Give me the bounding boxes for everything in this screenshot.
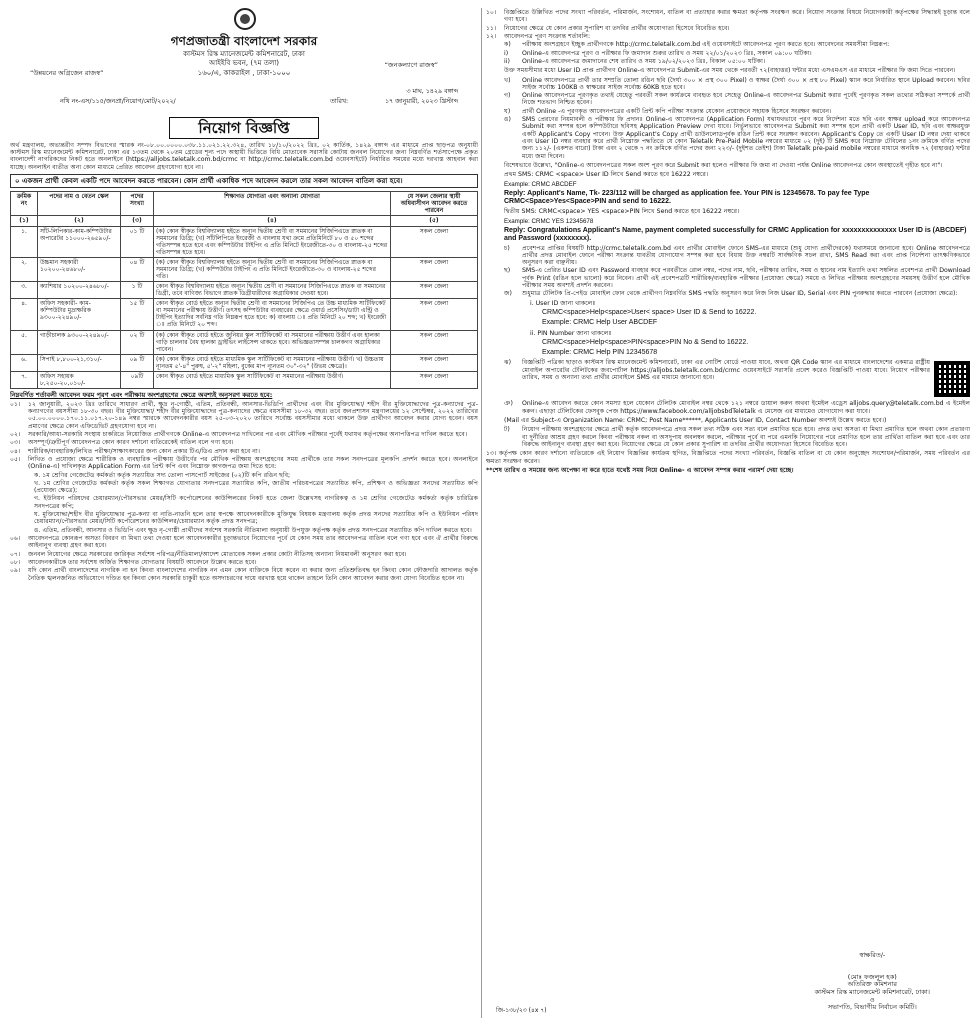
rule-text: নিয়োগের ক্ষেত্রে যে কোন প্রকার সুপারিশ বা তদবির প্রার্থীর অযোগ্যতা হিসেবে বিবেচিত হবে।	[504, 24, 730, 32]
column-divider	[481, 8, 482, 1018]
district-cell: সকল জেলা	[391, 354, 478, 371]
rule-number: ০৭।	[10, 550, 21, 558]
rule-12g: ছ) SMS-এ প্রেরিত User ID এবং Password ব্যবহার করে পরবর্তীতে রোল নম্বর, পদের নাম, ছবি, পরীক্ষার তারিখ, সময় ও স্থানের নাম ইত্যাদি তথ্য সম্বলিত প্রবেশপত্র প্রার্থী Download পূর্বক Print (রঙিন হলে ভালো) করে নিবেন। প্রার্থী এই প্রবেশপত্রটি শারীরিক/ব্যবহারিক পরীক্ষার (প্রযোজ্য ক্ষেত্রে) সময়ে ও লিখিত পরীক্ষায় অংশগ্রহণের সময়সহ উত্তীর্ণ হলে মৌখিক পরীক্ষার সময় অবশ্যই প্রদর্শন করবেন।	[504, 267, 970, 290]
district-cell: সকল জেলা	[391, 330, 478, 354]
rule-12a-note: উক্ত সময়সীমার মধ্যে User ID প্রাপ্ত প্রার্থীগণ Online-এ আবেদনপত্র Submit-এর সময় থেকে পরবর্তী ৭২(বাহাত্তর) ঘন্টার মধ্যে এসএমএস এর মাধ্যমে পরীক্ষার ফি জমা দিতে পারবেন।	[504, 67, 956, 75]
serial-cell: ৩.	[11, 282, 38, 299]
rule-item	[10, 401, 478, 430]
rule-number: ০৫।	[10, 455, 21, 463]
serial-cell: ৫.	[11, 330, 38, 354]
qualification-cell: কোন স্বীকৃত বোর্ড হইতে অন্যূন দ্বিতীয় শ্রেণী বা সমমানের সিজিপিএ তে উচ্চ মাধ্যমিক সার্টিফিকেট বা সমমানের পরীক্ষায় উত্তীর্ণ। তৎসহ কম্পিউটার ব্যবহারের ক্ষেত্রে ওয়ার্ড প্রসেসিং/ডাটা এন্ট্রি ও টাইপিং ইত্যাদির সর্বনিম্ন গতি নিম্নরূপ হতে হবে: ক) বাংলায় ঃ প্রতি মিনিটে ২০ শব্দ; খ) ইংরেজী ঃ প্রতি মিনিটে ২০ শব্দ।	[154, 299, 391, 330]
table-row	[11, 226, 478, 257]
serial-cell: ৬.	[11, 354, 38, 371]
pin-recovery-label: ii. PIN Number জানা থাকলেঃ	[530, 329, 612, 337]
rule-text: অসম্পূর্ণ/ত্রুটিপূর্ণ আবেদনপত্র কোন কারণ দর্শানো ব্যতিরেকেই বাতিল বলে গণ্য হবে।	[28, 439, 234, 447]
posts-table	[10, 191, 478, 389]
sms1-instruction: প্রথম SMS: CRMC <space> User ID লিখে Send করতে হবে 16222 নম্বরে।	[504, 171, 709, 179]
post-count-cell: ০৯ টি	[121, 354, 154, 371]
sms1-example: Example: CRMC ABCDEF	[504, 180, 577, 188]
rule-item	[10, 472, 478, 479]
rule-12k: ট) নিয়োগ পরীক্ষায় অংশগ্রহণের ক্ষেত্রে প্রার্থী কর্তৃক আবেদনপত্রে প্রদত্ত সকল তথ্য সঠিক এবং সত্য বলে প্রমাণিত হতে হবে। প্রদত্ত তথ্য অসত্য বা মিথ্যা প্রমাণিত হলে অথবা কোন প্রতারণা বা দুর্নীতির আশ্রয় গ্রহণ করলে কিংবা পরীক্ষায় নকল বা অসদুপায় অবলম্বন করলে, পরীক্ষার পূর্বে বা পরে এমনকি নিয়োগের পরে প্রমাণিত হলে তার প্রার্থিতা বাতিল করা হবে এবং তার বিরুদ্ধে আইনানুগ ব্যবস্থা গ্রহণ করা হবে। নিয়োগের ক্ষেত্রে যে কোন প্রকার সুপারিশ বা তদবির প্রার্থীর অযোগ্যতা হিসেবে বিবেচিত হবে।	[504, 426, 970, 448]
rule-text: যদি কোন প্রার্থী বাংলাদেশের নাগরিক না হন কিংবা বাংলাদেশের নাগরিক নন এমন কোন ব্যক্তিকে বিয়ে করেন বা করার জন্য প্রতিশ্রুতিবদ্ধ হন কিংবা কোন ফৌজদারি আদালত কর্তৃক নৈতিক স্খলনজনিত অভিযোগে দণ্ডিত হন কিংবা কোন সরকারি চাকুরী হতে অসদাচরণের দায়ে বরখাস্ত হয়ে থাকেন তাহলে তিনি কোন আবেদন করার জন্য যোগ্য বিবেচিত হবেন না।	[28, 567, 478, 582]
col-serial: ক্রমিক নং	[11, 192, 38, 216]
rule-text: আবেদনকারীকে তার সর্বশেষ অর্জিত শিক্ষাগত যোগ্যতার বিষয়টি আবেদনে উল্লেখ করতে হবে।	[28, 558, 257, 566]
rule-12h: জ) শুধুমাত্র টেলিটক প্রি-পেইড মোবাইল ফোন থেকে প্রার্থীগণ নিম্নবর্ণিত SMS পদ্ধতি অনুসরণ করে নিজ নিজ User ID, Serial এবং PIN পুনরুদ্ধার করতে পারবেন (প্রযোজ্য ক্ষেত্রে):	[504, 290, 958, 298]
userid-recovery-label: i. User ID জানা থাকলেঃ	[530, 299, 596, 307]
rule-number: ০৮।	[10, 558, 21, 566]
rule-12f: চ) প্রবেশপত্র প্রাপ্তির বিষয়টি http://crmc.teletalk.com.bd এবং প্রার্থীর মোবাইল ফোনে SMS-এর মাধ্যমে (শুধু যোগ্য প্রার্থীদেরকে) যথাসময়ে জানানো হবে। Online আবেদনপত্রে প্রার্থীর প্রদত্ত মোবাইল ফোনে পরীক্ষা সংক্রান্ত যাবতীয় যোগাযোগ সম্পন্ন করা হবে বিধায় উক্ত নম্বরটি সার্বক্ষণিক সচল রাখা, SMS Read করা এবং প্রাপ্ত নির্দেশনা তাৎক্ষণিকভাবে অনুসরণ করা বাঞ্ছনীয়।	[504, 244, 970, 267]
rule-12a-i: i) Online-এ আবেদনপত্র পূরণ ও পরীক্ষার ফি জমাদান শুরুর তারিখ ও সময় ২২/০১/২০২৩ খ্রিঃ, সকাল ০৯:০০ ঘটিকা।	[504, 49, 812, 57]
district-cell: সকল জেলা	[391, 226, 478, 257]
table-header-row	[11, 192, 478, 216]
rule-text: জনবল নিয়োগের ক্ষেত্রে সরকারের জারিকৃত সর্বশেষ পরিপত্র/নীতিমালা/আদেশ মোতাবেক সকল প্রকার কোটা নীতিসহ অন্যান্য নিয়মাবলী অনুসরণ করা হবে।	[28, 550, 407, 558]
rule-12i: ঝ) বিজ্ঞপ্তিটি পত্রিকা ছাড়াও কাস্টমস রিস্ক ম্যানেজমেন্ট কমিশনারেট, ঢাকা এর নোটিশ বোর্ডে পাওয়া যাবে, অথবা QR Code স্ক্যান এর মাধ্যমে বাংলাদেশের একমাত্র রাষ্ট্রীয় মোবাইল অপারেটর টেলিটকের জবপোর্টাল https://alljobs.teletalk.com.bd/crmc ওয়েবসাইটে সরাসরি প্রবেশ করেও বিজ্ঞপ্তিটি পাওয়া যাবে। নিয়োগ পরীক্ষার তারিখ, সময় ও অন্যান্য তথ্য প্রার্থীর মোবাইলে SMS এর মাধ্যমে জানানো হবে।	[486, 359, 970, 399]
index-cell: (৪)	[154, 216, 391, 226]
rule-number: ০৬।	[10, 535, 21, 543]
rule-text: ঙ. এতিম, প্রতিবন্ধী, আনসার ও ভিডিপি এবং ক্ষুদ্র নৃ-গোষ্ঠী প্রার্থীদের সর্বশেষ সরকারি নীতিমালা অনুযায়ী উপযুক্ত কর্তৃপক্ষ কর্তৃক প্রদত্ত সনদপত্রের সত্যায়িত কপি দাখিল করতে হবে।	[34, 526, 472, 534]
sms2-reply: Reply: Congratulations Applicant's Name, payment completed successfully for CRMC Application for xxxxxxxxxxxxxx User ID is (ABCDEF) and Password (xxxxxxxx).	[504, 227, 967, 243]
pin-recovery-command: CRMC<space>Help<space>PIN<space>PIN No & Send to 16222.	[542, 338, 749, 346]
sms1-reply: Reply: Applicant's Name, Tk- 223/112 will be charged as application fee. Your PIN is 12345678. To pay fee Type CRMC<Space>Yes<Space>PIN and send to 16222.	[504, 189, 870, 206]
post-count-cell: ০৯টি	[121, 371, 154, 388]
qualification-cell: (ক) কোন স্বীকৃত বিশ্ববিদ্যালয় হইতে অন্যূন দ্বিতীয় শ্রেণী বা সমমানের সিজিপিএতে স্নাতক বা সমমানের ডিগ্রি; (খ) কম্পিউটার টাইপিং এ প্রতি মিনিটে ইংরেজীতে-৩০ ও বাংলায়-২৫ শব্দের গতি।	[154, 257, 391, 281]
district-cell: সকল জেলা	[391, 299, 478, 330]
notice-title: নিয়োগ বিজ্ঞপ্তি	[10, 120, 478, 138]
table-row	[11, 299, 478, 330]
pin-recovery-example: Example: CRMC Help PIN 12345678	[542, 349, 658, 357]
serial-cell: ৭.	[11, 371, 38, 388]
rule-item	[10, 511, 478, 526]
rule-12d: ঘ) প্রার্থী Online -এ পূরণকৃত আবেদনপত্রের একটি প্রিন্ট কপি পরীক্ষা সংক্রান্ত যেকোন প্রয়োজনে সহায়ক হিসেবে সংরক্ষণ করবেন।	[504, 107, 832, 115]
rule-text: বিজ্ঞপ্তিতে উল্লিখিত পদের সংখ্যা পরিবর্তন, পরিমার্জন, সংশোধন, বাতিল বা প্রত্যাহার করার ক্ষমতা কর্তৃপক্ষ সংরক্ষণ করে। নিয়োগ সংক্রান্ত বিষয়ে নিয়োগকারী কর্তৃপক্ষের সিদ্ধান্তই চূড়ান্ত বলে গণ্য হবে।	[504, 9, 970, 24]
post-name-cell: ক্যাশিয়ার ১০২০০-২৪৬৮০/-	[38, 282, 121, 299]
rule-text: ক. ১ম শ্রেণির গেজেটেড কর্মকর্তা কর্তৃক সত্যায়িত সদ্য তোলা পাসপোর্ট সাইজের (০২)টি কপি রঙিন ছবি;	[34, 471, 291, 479]
government-name: গণপ্রজাতন্ত্রী বাংলাদেশ সরকার	[170, 34, 318, 48]
intro-paragraph: অর্থ মন্ত্রণালয়, অভ্যন্তরীণ সম্পদ বিভাগের স্মারক নং-০৮.০০.০০০০.০৩৮.১১.০২১.২২.৩২৪, তারিখ ১৮/১০/২০২২ খ্রিঃ, ০২ কার্তিক, ১৪২৯ বঙ্গাব্দ এর মাধ্যমে প্রাপ্ত ছাড়পত্র অনুযায়ী কাস্টমস রিস্ক ম্যানেজমেন্ট কমিশনারেট, ঢাকা এর ১৩তম থেকে ২০তম গ্রেডের শূন্য পদে অস্থায়ী ভিত্তিতে বিধি মোতাবেক সরাসরি কোটায় জনবল নিয়োগের জন্য নিম্নবর্ণিত শর্তসাপেক্ষে প্রকৃত বাংলাদেশী নাগরিকদের নিকট হতে অনলাইনে (https://alljobs.teletalk.com.bd/crmc বা http://crmc.teletalk.com.bd ওয়েবসাইটে) নির্ধারিত সময়ের মধ্যে দরখাস্ত আহবান করা যাচ্ছে। অনলাইন ব্যতীত অন্য কোন মাধ্যমে প্রেরিত আবেদন গ্রহণযোগ্য হবে না।	[10, 141, 478, 171]
table-index-row	[11, 216, 478, 226]
sms2-instruction: দ্বিতীয় SMS: CRMC<space> YES <space>PIN লিখে Send করতে হবে 16222 নম্বরে।	[504, 208, 740, 216]
post-count-cell: ১ টি	[121, 282, 154, 299]
userid-recovery-command: CRMC<space>Help<space>User< space> User ID & Send to 16222.	[542, 309, 757, 316]
rule-text: ঘ. মুক্তিযোদ্ধা/শহীদ বীর মুক্তিযোদ্ধার পুত্র-কন্যা বা নাতি-নাতনি হলে তার স্বপক্ষে আবেদনকারীকে মুক্তিযুদ্ধ বিষয়ক মন্ত্রণালয় কর্তৃক প্রদত্ত সনদের সত্যায়িত কপি ও ইউনিয়ন পরিষদ চেয়ারম্যান/পৌরসভার মেয়র/সিটি কর্পোরেশনের কাউন্সিলর/চেয়ারম্যান কর্তৃক প্রদত্ত সনদপত্র;	[34, 511, 478, 526]
rule-text: শারীরিক/ব্যবহারিক/লিখিত পরীক্ষা/সাক্ষাৎকারের জন্য কোন প্রকার টিএ/ডিএ প্রদান করা হবে না।	[28, 447, 260, 455]
qr-code-icon[interactable]	[934, 361, 970, 397]
rule-item	[10, 456, 478, 471]
rule-text: গ. ইউনিয়ন পরিষদের চেয়ারম্যান/পৌরসভার মেয়র/সিটি কর্পোরেশনের কাউন্সিলরের নিকট হতে জেলা উল্লেখসহ নাগরিকত্ব ও ১ম শ্রেণির গেজেটেড কর্মকর্তা কর্তৃক চারিত্রিক সনদপত্রের কপি;	[34, 495, 478, 510]
rule-13: ১৩। কর্তৃপক্ষ কোন কারণ দর্শানো ব্যতিরেকে এই নিয়োগ বিজ্ঞপ্তির কার্যক্রম স্থগিত, বিজ্ঞপ্তিতে পদের সংখ্যা পরিবর্তন, বিজ্ঞপ্তি বাতিল বা যে কোন অনুচ্ছেদ সংশোধন/পরিমার্জন, সময় পরিবর্তন এর ক্ষমতা সংরক্ষণ করেন।	[486, 450, 970, 465]
post-count-cell: ০৪ টি	[121, 257, 154, 281]
rule-item	[10, 495, 478, 510]
rule-item	[10, 431, 478, 438]
qualification-cell: (ক) কোন স্বীকৃত বোর্ড হইতে মাধ্যমিক স্কুল সার্টিফিকেট বা সমমানের পরীক্ষায় উত্তীর্ণ। খ) উচ্চতায় ন্যূনতম ৫'-৪" পুরুষ, ৫'-২" মহিলা, বুকের মাপ ন্যূনতম ৩০"-৩২" (উভয় ক্ষেত্রে)।	[154, 354, 391, 371]
sms2-example: Example: CRMC YES 12345678	[504, 217, 594, 225]
rule-number: ০৯।	[10, 567, 21, 575]
date-bangla: ৩ মাঘ, ১৪২৯ বঙ্গাব্দ	[406, 88, 458, 95]
rule-text: সরকারি/আধা-সরকারি সংস্থায় চাকরিতে নিয়োজিত প্রার্থীগণকে Online-এ আবেদনপত্র দাখিলের পর এবং মৌখিক পরীক্ষার পূর্বেই যথাযথ কর্তৃপক্ষের অনাপত্তিপত্র দাখিল করতে হবে।	[28, 430, 468, 438]
district-cell: সকল জেলা	[391, 282, 478, 299]
rule-item	[10, 439, 478, 446]
rule-number	[10, 511, 28, 526]
rule-item	[10, 535, 478, 550]
date-english: ১৭ জানুয়ারী, ২০২৩ খ্রিস্টাব্দ	[384, 98, 458, 106]
office-building: আইইবি ভবন, (৭ম তলা)	[209, 59, 279, 68]
qualification-cell: কোন স্বীকৃত বোর্ড হইতে মাধ্যমিক স্কুল সার্টিফিকেট বা সমমানের পরীক্ষায় উত্তীর্ণ।	[154, 371, 391, 388]
date-block	[385, 88, 458, 106]
index-cell: (১)	[11, 216, 38, 226]
rule-text: খ. ১ম শ্রেণির গেজেটেড কর্মকর্তা কর্তৃক সকল শিক্ষাগত যোগ্যতার সনদপত্রের সত্যায়িত কপি, জাতীয় পরিচয়পত্রের সত্যায়িত কপি, প্রশিক্ষণ ও অভিজ্ঞতা সনদের সত্যায়িত কপি (প্রযোজ্য ক্ষেত্রে);	[34, 479, 478, 495]
rule-item	[486, 25, 970, 32]
rule-item	[10, 567, 478, 582]
rule-number: ১২।	[486, 32, 497, 40]
motto-right: “জনকল্যাণে রাজস্ব”	[384, 61, 438, 69]
index-cell: (৫)	[391, 216, 478, 226]
post-name-cell: গাড়ীচালক ৯৩০০-২২৪৯০/-	[38, 330, 121, 354]
col-count: পদের সংখ্যা	[121, 192, 154, 216]
table-row	[11, 282, 478, 299]
district-cell: সকল জেলা	[391, 257, 478, 281]
rule-item	[486, 33, 970, 40]
signatory-office: কাস্টমস রিস্ক ম্যানেজমেন্ট কমিশনারেট, ঢাকা।	[814, 988, 930, 997]
table-row	[11, 371, 478, 388]
post-name-cell: উচ্চমান সহকারী ১০২০০-২৪৬৮০/-	[38, 257, 121, 281]
rule-number	[10, 472, 28, 479]
office-name: কাস্টমস রিস্ক ম্যানেজমেন্ট কমিশনারেট, ঢাকা	[183, 50, 305, 58]
col-qualification: শিক্ষাগত যোগ্যতা এবং অন্যান্য যোগ্যতা	[154, 192, 391, 216]
district-cell: সকল জেলা	[391, 371, 478, 388]
fee-warning: বিশেষভাবে উল্লেখ্য, "Online-এ আবেদনপত্রের সকল অংশ পূরণ করে Submit করা হলেও পরীক্ষার ফি জমা না দেওয়া পর্যন্ত Online আবেদনপত্র কোন অবস্থাতেই গৃহীত হবে না"।	[504, 161, 943, 169]
rule-text: ১২ জানুয়ারী, ২০২৩ খ্রিঃ তারিখে সাধারণ প্রার্থী, ক্ষুদ্র নৃ-গোষ্ঠী, এতিম, প্রতিবন্ধী, আনসার-ভিডিপি প্রার্থীদের এবং বীর মুক্তিযোদ্ধা/ শহীদ বীর মুক্তিযোদ্ধাদের পুত্র-কন্যাদের পুত্র-কন্যাগণের বয়সসীমা ১৮-৩০ বছর। বীর মুক্তিযোদ্ধা/ শহীদ বীর মুক্তিযোদ্ধাদের পুত্র-কন্যাদের ক্ষেত্রে বয়সসীমা ১৮-৩২ বছর। তবে জনপ্রশাসন মন্ত্রণালয়ের ১২ সেপ্টেম্বর, ২০২২ তারিখের ০৫.০০.০০০০.১৭০.১১.০১৭.২০-১৪৯ নম্বর স্মারকে আবেদনকারীর বয়স ২৫-০৩-২০২০ তারিখে সর্বোচ্চ বয়সসীমার মধ্যে থাকলে উক্ত প্রার্থীগণ আবেদন করার যোগ্য হবেন। বয়স প্রমাণের ক্ষেত্রে কোন এফিডেভিট গ্রহণযোগ্য হবে না।	[28, 400, 478, 430]
government-seal-icon	[234, 8, 256, 30]
rule-12e: ঙ) SMS প্রেরণের নিয়মাবলী ও পরীক্ষার ফি প্রদানঃ Online-এ আবেদনপত্র (Application Form) যথাযথভাবে পূরণ করে নির্দেশনা মতে ছবি এবং স্বাক্ষর upload করে আবেদনপত্র Submit করা সম্পন্ন হলে কম্পিউটারে ছবিসহ Application Preview দেখা যাবে। নির্ভুলভাবে আবেদনপত্র Submit করা সম্পন্ন হলে প্রার্থী একটি User ID, ছবি এবং স্বাক্ষরযুক্ত একটি Applicant's Copy পাবেন। উক্ত Applicant's Copy প্রার্থী ডাউনলোডপূর্বক রঙিন প্রিন্ট করে সংরক্ষণ করবেন। Applicant's Copy তে একটি User ID নম্বর দেয়া থাকবে এবং User ID নম্বর ব্যবহার করে প্রার্থী নিম্নোক্ত পদ্ধতিতে যে কোন Teletalk Pre-Paid Mobile নম্বরের মাধ্যমে ০২ (দুই) টি SMS করে নিম্নোক্ত টেবিলের ১নং ক্রমিকে বর্ণিত পদের জন্য ১১২/- (একশত বারো) টাকা এবং ২ থেকে ৭ নং ক্রমিকে বর্ণিত পদের জন্য ২২৩/- (দুইশত তেইশ) টাকা Teletalk pre-paid mobile নম্বরের মাধ্যমে অনধিক ৭২ (বাহাত্তর) ঘন্টার মধ্যে জমা দিবেন।	[504, 116, 970, 160]
rule-12a-ii: ii) Online-এ আবেদনপত্র জমাদানের শেষ তারিখ ও সময় ১৯/০২/২০২৩ খ্রিঃ, বিকাল ০৫:০০ ঘটিকা।	[504, 57, 766, 65]
post-name-cell: সিপাই ৮,৮০০-২১,৩১০/-	[38, 354, 121, 371]
rule-item	[10, 551, 478, 558]
rule-number: ০৪।	[10, 447, 21, 455]
signatory-and: ও	[869, 995, 875, 1004]
col-district: যে সকল জেলার স্থায়ী অধিবাসীগন আবেদন করতে পারবেন	[391, 192, 478, 216]
rule-number: ১১।	[486, 24, 497, 32]
serial-cell: ১.	[11, 226, 38, 257]
left-column	[10, 8, 478, 1018]
signatory-role: সভাপতি, বিভাগীয় নির্বাচন কমিটি।	[827, 1003, 917, 1012]
post-count-cell: ১৫ টি	[121, 299, 154, 330]
right-column	[486, 8, 970, 1018]
index-cell: (৩)	[121, 216, 154, 226]
table-body	[11, 226, 478, 389]
serial-cell: ৪.	[11, 299, 38, 330]
deadline-advice: **শেষ তারিখ ও সময়ের জন্য অপেক্ষা না করে হাতে যথেষ্ট সময় নিয়ে Online- এ আবেদন সম্পন্ন করার পরামর্শ দেয়া হচ্ছে।	[486, 466, 794, 474]
rule-item	[10, 527, 478, 534]
qualification-cell: কোন স্বীকৃত বিশ্ববিদ্যালয় হইতে অন্যূন দ্বিতীয় শ্রেণী বা সমমানের সিজিপিএতে স্নাতক বা সমমানের ডিগ্রী, তবে বাণিজ্য বিভাগে স্নাতক ডিগ্রীধারীদের অগ্রাধিকার দেওয়া হবে।	[154, 282, 391, 299]
rule-number	[10, 527, 28, 534]
post-name-cell: সাঁট-লিপিকার-কাম-কম্পিউটার অপারেটর ১১০০০-২৬৫৯০/-	[38, 226, 121, 257]
col-post: পদের নাম ও বেতন স্কেল	[38, 192, 121, 216]
rule-item	[10, 480, 478, 495]
post-count-cell: ০১ টি	[121, 226, 154, 257]
rule-item	[10, 559, 478, 566]
footer-code: জি-১৩৮/২৩ (৪x ৭)	[496, 1006, 547, 1014]
rule-item	[486, 9, 970, 24]
single-post-notice: ০ একজন প্রার্থী কেবল একটি পদে আবেদন করতে পারবেন। কোন প্রার্থী একাধিক পদে আবেদন করলে তার সকল আবেদন বাতিল করা হবে।	[10, 174, 478, 188]
rule-12j: ঞ) Online-এ আবেদন করতে কোন সমস্যা হলে যেকোন টেলিটক মোবাইল নম্বর থেকে ১২১ নম্বরে ডায়াল করুন অথবা ইমেইল এড্রেস alljobs.query@teletalk.com.bd এ ইমেইল করুন। এছাড়া টেলিটকের ফেসবুক পেজ https://www.facebook.com/alljobsbdTeletalk এ মেসেজ এর মাধ্যমেও যোগাযোগ করা যাবে।	[504, 400, 970, 415]
header	[10, 8, 478, 120]
qualification-cell: (ক) কোন স্বীকৃত বোর্ড হইতে জুনিয়র স্কুল সার্টিফিকেট বা সমমানের পরীক্ষায় উত্তীর্ণ এবং হালকা গাড়ি চালনার বৈধ হালকা ড্রাইভিং লাইসেন্স থাকতে হবে। অভিজ্ঞতাসম্পন্ন চালকগণ অগ্রাধিকার পাবেন।	[154, 330, 391, 354]
rule-number	[10, 495, 28, 510]
rule-12c: গ) Online আবেদনপত্রে পূরণকৃত তথ্যই যেহেতু পরবর্তী সকল কার্যক্রমে ব্যবহৃত হবে সেহেতু Online-এ আবেদনপত্র Submit করার পূর্বেই পূরণকৃত সকল তথ্যের সঠিকতা সম্পর্কে প্রার্থী নিজে শতভাগ নিশ্চিত হবেন।	[504, 92, 970, 107]
table-row	[11, 257, 478, 281]
index-cell: (২)	[38, 216, 121, 226]
mail-subject-note: (Mail এর Subject-এ Organization Name: CRMC; Post Name******, Applicants User ID, Contact Number অবশ্যই উল্লেখ করতে হবে।)	[504, 416, 887, 424]
date-label: তারিখ:	[330, 98, 349, 105]
rule-12b: খ) Online আবেদনপত্রে প্রার্থী তার সম্প্রতি তোলা রঙিন ছবি (দৈর্ঘ্য ৩০০ × প্রস্থ ৩০০ Pixel) ও স্বাক্ষর (দৈর্ঘ্য ৩০০ × প্রস্থ ৮০ Pixel) স্ক্যান করে নির্ধারিত স্থানে Upload করবেন। ছবির সাইজ সর্বোচ্চ 100KB ও স্বাক্ষরের সাইজ সর্বোচ্চ 60KB হতে হবে।	[504, 76, 970, 91]
signatory-name: (মোঃ ফজলুল হক)	[847, 972, 897, 981]
signatory-designation: অতিরিক্ত কমিশনার	[847, 980, 897, 989]
rule-number: ০৩।	[10, 439, 21, 447]
motto-left: “উন্নয়নের অগ্রিজেন রাজস্ব”	[30, 69, 104, 77]
rules-list-left	[10, 401, 478, 582]
rule-number: ০২।	[10, 430, 21, 438]
office-street: ১৬০/এ, কাকরাইল , ঢাকা-১০০০	[197, 68, 291, 77]
rule-number: ০১।	[10, 400, 21, 408]
post-count-cell: ০২ টি	[121, 330, 154, 354]
office-address	[10, 50, 478, 78]
memo-number: নথি নং-এস/১১৫/জনপ্রা/নিয়োগ/মোট/২০২২/	[60, 98, 176, 105]
post-name-cell: অফিস সহকারী- কাম- কম্পিউটার মুদ্রাক্ষরিক ৯৩০০-২২৪৯০/-	[38, 299, 121, 330]
rule-item	[10, 448, 478, 455]
serial-cell: ২.	[11, 257, 38, 281]
rule-12a: ক) পরীক্ষায় অংশগ্রহণে ইচ্ছুক প্রার্থীগণকে http://crmc.teletalk.com.bd এই ওয়েবসাইটে আবেদনপত্র পূরণ করতে হবে। আবেদনের সময়সীমা নিম্নরূপ:	[504, 41, 890, 49]
post-name-cell: অফিস সহায়ক ৮,২৫০-২০,০১০/-	[38, 371, 121, 388]
table-row	[11, 330, 478, 354]
rule-text: লিখিত ও প্রযোজ্য ক্ষেত্রে শারীরিক ও ব্যবহারিক পরীক্ষায় উত্তীর্ণের পর মৌখিক পরীক্ষায় অংশগ্রহণের সময় প্রার্থীকে তার সকল সনদপত্রের মূলকপি প্রদর্শন করতে হবে। অনলাইনে (Online-এ) দাখিলকৃত Application Form এর প্রিন্ট কপি এবং নিম্নোক্ত কাগজপত্র জমা দিতে হবে:	[28, 455, 478, 471]
signature-block	[815, 952, 930, 1012]
userid-recovery-example: Example: CRMC Help User ABCDEF	[542, 319, 658, 327]
rule-number: ১০।	[486, 9, 497, 16]
rule-text: আবেদনপত্রে কোনরূপ অসত্য বিবরণ বা মিথ্যা তথ্য দেওয়া হলে আবেদনকারীর চূড়ান্তভাবে নিয়োগের পূর্বে যে কোন সময় তার আবেদনপত্র বাতিল বলে গণ্য হবে এবং ঐ প্রার্থীর বিরুদ্ধে আইনানুগ ব্যবস্থা গ্রহণ করা হবে।	[28, 535, 478, 550]
memo-row	[60, 88, 458, 106]
rules-list-right	[486, 9, 970, 40]
rules-title: নিম্নবর্ণিত শর্তাবলী আবেদন ফরম পূরণ এবং পরীক্ষায় অংশগ্রহণের ক্ষেত্রে অবশ্যই অনুসরণ করতে হবে:	[10, 391, 273, 400]
table-row	[11, 354, 478, 371]
qualification-cell: (ক) কোন স্বীকৃত বিশ্ববিদ্যালয় হইতে অন্যূন দ্বিতীয় শ্রেণী বা সমমানের সিজিপিএতে স্নাতক বা সমমানের ডিগ্রি; (খ) সাঁটলিপিতে ইংরেজী ও বাংলায় যথা ক্রমে প্রতিমিনিটে ৮০ ও ৫০ শব্দের গতিসম্পন্ন হতে হবে এবং কম্পিউটার টাইপিং এ প্রতি মিনিটে ইংরেজীতে-৩০ ও বাংলায়-২৫ শব্দের গতিসম্পন্ন হতে হবে।	[154, 226, 391, 257]
rule-text: আবেদনপত্র পূরণ সংক্রান্ত শর্তাবলি:	[504, 32, 591, 40]
signed-label: স্বাক্ষরিত/-	[859, 951, 886, 960]
rule-number	[10, 480, 28, 495]
